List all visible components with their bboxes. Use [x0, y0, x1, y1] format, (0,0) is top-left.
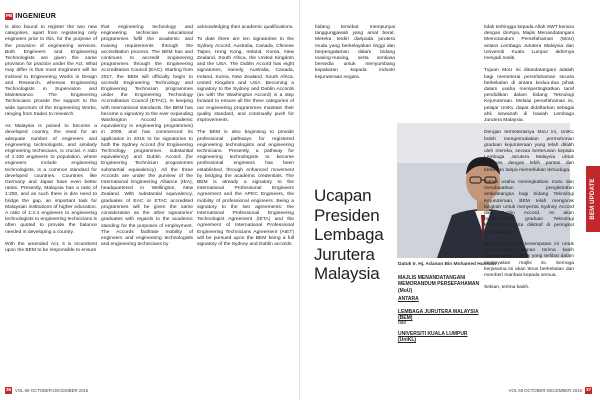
paragraph: Dalam usaha meningkatkan mutu dan mendapatkan pengiktirafan antarabangsa bagi bidang Teknologi Kejuruteraan, BEM telah mengorak langkah untuk menyertai Sydney Accord dan Dublin Accord. Ini akan membolehkan graduan Teknologi Kejuruteraan kita diiktiraf di peringkat antarabangsa. [484, 180, 574, 235]
paragraph: Tujuan MoU ini ditandatangani adalah bagi memeterai persefahaman secara berkekalan di antara kedua-dua pihak dalam usaha mempertingkatkan taraf pendidikan dalam bidang Teknologi Kejuruteraan. Melalui persefahaman ini, pelajar UniKL dapat didaftarkan sebagai ahli siswazah di bawah Lembaga Jurutera Malaysia. [484, 68, 574, 124]
issue-label: VOL 69 OCTOBER-DECEMBER 2016 [15, 387, 89, 393]
mou-heading-line: (MoU) [398, 287, 413, 294]
mou-antara: ANTARA [398, 296, 419, 302]
header-title: INGENIEUR [15, 13, 56, 20]
mou-dan: dan [398, 320, 407, 326]
page-number: 37 [585, 387, 591, 392]
mou-heading-line: MEMORANDUM PERSEFAHAMAN [398, 281, 480, 288]
issue-label: VOL 69 OCTOBER-DECEMBER 2016 [508, 387, 582, 393]
title-line: Lembaga [314, 225, 384, 244]
title-line: Malaysia [314, 264, 380, 283]
paragraph: To date there are ten signatories to the Sydney Accord, Australia, Canada, Chinese Taipei, Hong Kong, Ireland, Korea, New Zealand, South Africa, the United Kingdom and the USA. The Dublin Accord has eight signatories, namely, Australia, Canada, Ireland, Korea, New Zealand, South Africa, United Kingdom and USA. Becoming a signatory to the Sydney and Dublin Accords (as with the Washington Accord) is a step forward to ensure all the three categories of our engineering programmes maintain their quality standard, and continually push for improvements. [197, 37, 294, 124]
right-intro-text [315, 25, 395, 81]
mou-heading [398, 275, 486, 294]
paragraph: Dengan termeterainya MoU ini, UniKL boleh mengemukakan permohonan graduan kejuruteraan yang telah dilatih oleh mereka, secara berterusan kepada Lembaga Jurutera Malaysia untuk diproses dengan lebih pantas dan berkesan tanpa memerlukan temuduga. [484, 130, 574, 173]
paragraph: acknowledging their academic qualifications. [197, 25, 294, 30]
paragraph: is also bound to register the two new categories, apart from registering only engineers prior to this, for the purpose of the provision of engineering services. Both Engineers and Engineering Technologists are given the same provision for practice under the Act. What may differ is that most Engineers will be inclined to Engineering Works in Design and Research, whereas Engineering Technologists in Supervision and Maintenance. The Engineering Technicians provide the support to the wide spectrum of the Engineering Works, ranging from trades to research. [5, 25, 97, 117]
section-side-tab [586, 166, 600, 232]
title-line: Ucapan [314, 186, 372, 205]
paragraph: Sekian, terima kasih. [484, 285, 530, 291]
paragraph: Saya mengambil kesempatan ini untuk merakamkan ucapan terima kasih kepada semua pihak yang terlibat dalam menjayakan majlis ini. Semoga kerjasama ini akan terus berkekalan dan memberi manfaat kepada semua. [484, 242, 574, 279]
paragraph: bidang tersebut mempunyai tanggungjawab yang amat berat. Mereka terdiri daripada jurutera muda yang berkelayakan tinggi dan berpengalaman dalam bidang masing-masing, serta sentiasa bersedia untuk menyumbang kepakaran kepada industri kejuruteraan negara. [315, 25, 395, 80]
paragraph: With the amended Act, it is incumbent upon the BEM to be responsible to ensure [5, 242, 97, 254]
right-column-2 [484, 25, 574, 292]
title-line: Presiden [314, 205, 380, 225]
mou-heading-line: MAJLIS MENANDATANGANI [398, 275, 466, 281]
article-title [314, 186, 384, 284]
paragraph: As Malaysia is poised to become a developed country, the need for an adequate number of engineers and engineering technologists, and similarly engineering technicians, is crucial. A ratio of 1:100 engineers to population, where engineers include engineering technologists, is a common standard for developed countries. Countries like Germany and Japan have even better ratios. Presently, Malaysia has a ratio of 1:200, and as such there is dire need to bridge the gap, an important task for Malaysian institutions of higher education. A ratio of 1:2:4 engineers to engineering technologists to engineering technicians is often quoted to provide the balance needed in developing a country. [5, 124, 97, 235]
paragraph: The BEM is also beginning to provide professional pathways for registered engineering technologists and engineering technicians. Presently, a pathway for engineering technologists to become professional engineers has been established, through enhanced movement by bridging the academic credentials. The BEM is already a signatory to the International Professional Engineers Agreement and the APEC Engineers, the mobility of professional engineers. Being a signatory to the two agreements: the International Professional Engineering Technologist Agreement (IETA) and the Agreement of International Professional Engineering Technicians Agreement (AIET) will be pursued upon the BEM being a full signatory of the Sydney and Dublin accords. [197, 130, 294, 248]
paragraph: tidak terhingga kepada Allah SWT kerana dengan izinNya, Majlis Menandatangani Memorandum Persefahaman (MoU) antara Lembaga Jurutera Malaysia dan Universiti Kuala Lumpur akhirnya menjadi realiti. [484, 25, 574, 62]
paragraph: that engineering technology and engineering technician educational programmes fulfil the academic and training requirements through the accreditation process. The BEM has and continues to accredit engineering programmes through the Engineering Accreditation Council (EAC). Starting from 2017, the BEM will officially begin to accredit Engineering Technology and Engineering Technician programmes under the Engineering Technology Accreditation Council (ETAC). In keeping with international standards, the BEM has become a signatory to the ever expanding Washington Accord (academic equivalency in engineering programmes) in 2009, and has commenced its application in 2016 to be signatories to both the Sydney Accord (for Engineering Technology programmes substantial equivalency) and Dublin Accord (for Engineering Technician programmes substantial equivalency). All the three Accords are under the purview of the International Engineering Alliance (IEA), headquartered in Wellington, New Zealand. With substantial equivalency, graduates of EAC or ETAC accredited programmes will be given the same consideration as the other signatories' graduates with regards to the academic standing for the purposes of employment. The Accords facilitate mobility of engineers and engineering technologists and engineering technicians by [101, 25, 193, 248]
right-footer [509, 387, 592, 394]
page-number: 36 [6, 387, 12, 392]
header-badge: PB [6, 13, 13, 19]
mou-party-1: LEMBAGA JURUTERA MALAYSIA (BEM) [398, 309, 479, 322]
mou-party-2: UNIVERSITI KUALA LUMPUR (UniKL) [398, 331, 468, 344]
photo-caption: Datuk Ir. Hj. Adanan Bin Mohamed Hussain [398, 262, 496, 267]
title-line: Jurutera [314, 244, 375, 264]
side-tab-label: BEM UPDATE [590, 178, 596, 220]
